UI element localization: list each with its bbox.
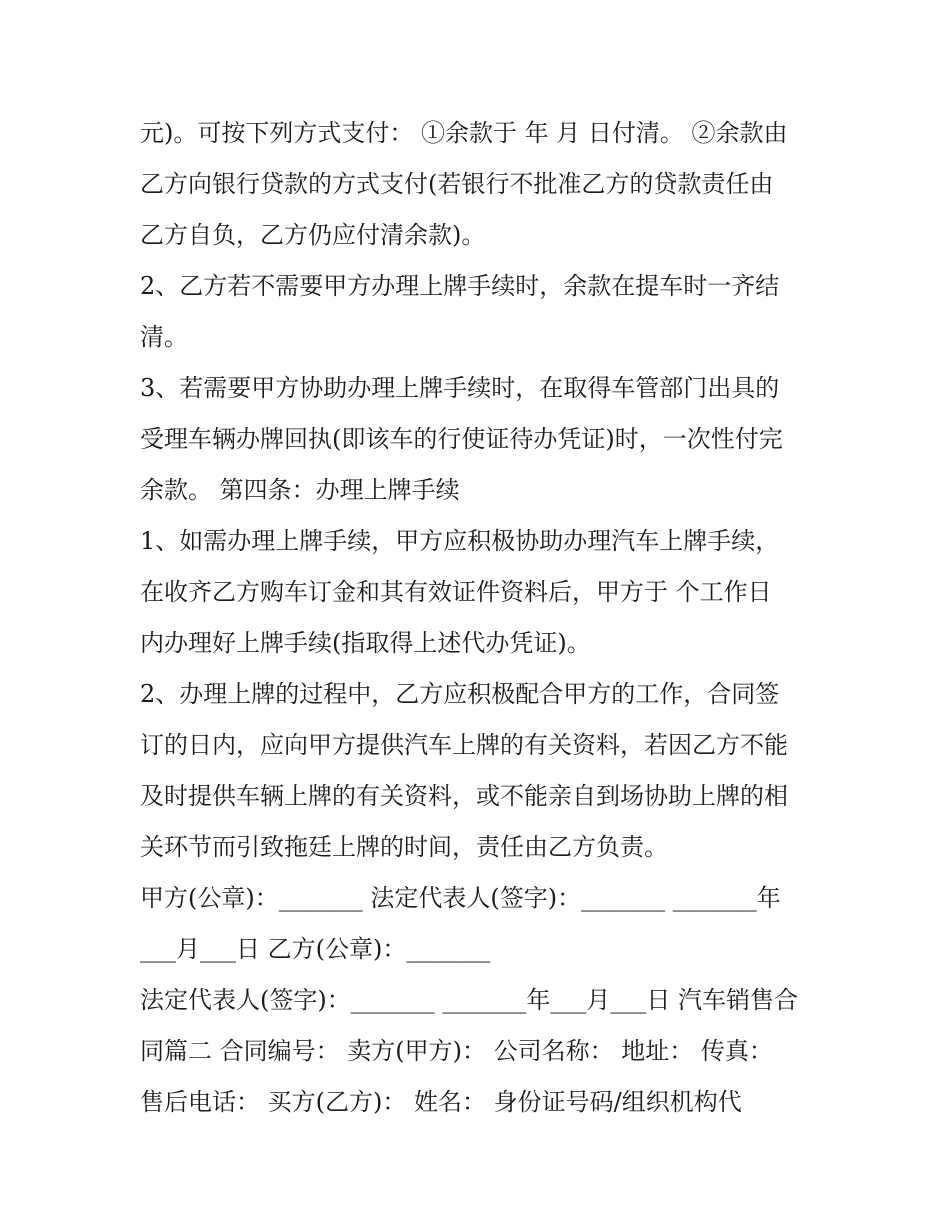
text-line: 订的日内，应向甲方提供汽车上牌的有关资料，若因乙方不能	[140, 731, 788, 759]
text-line: 受理车辆办牌回执(即该车的行使证待办凭证)时，一次性付完	[140, 425, 783, 453]
text-line: 同篇二 合同编号： 卖方(甲方)： 公司名称： 地址： 传真：	[140, 1037, 773, 1065]
text-line: 1、如需办理上牌手续，甲方应积极协助办理汽车上牌手续，	[140, 527, 780, 555]
text-line: 及时提供车辆上牌的有关资料，或不能亲自到场协助上牌的相	[140, 782, 788, 810]
text-line: 清。	[140, 323, 188, 351]
text-line: 甲方(公章)：_______ 法定代表人(签字)：_______ _______年	[140, 884, 781, 912]
text-line: 关环节而引致拖廷上牌的时间，责任由乙方负责。	[140, 833, 668, 861]
text-line: 余款。 第四条：办理上牌手续	[140, 476, 460, 504]
text-line: ___月___日 乙方(公章)：_______	[140, 935, 491, 963]
text-line: 内办理好上牌手续(指取得上述代办凭证)。	[140, 629, 591, 657]
document-body	[140, 108, 820, 1128]
text-line: 3、若需要甲方协助办理上牌手续时，在取得车管部门出具的	[140, 374, 780, 402]
text-line: 2、办理上牌的过程中，乙方应积极配合甲方的工作，合同签	[140, 680, 780, 708]
text-line: 在收齐乙方购车订金和其有效证件资料后，甲方于 个工作日	[140, 578, 772, 606]
text-line: 2、乙方若不需要甲方办理上牌手续时，余款在提车时一齐结	[140, 272, 780, 300]
text-line: 乙方自负，乙方仍应付清余款)。	[140, 221, 486, 249]
text-line: 元)。可按下列方式支付： ①余款于 年 月 日付清。 ②余款由	[140, 119, 788, 147]
text-line: 售后电话： 买方(乙方)： 姓名： 身份证号码/组织机构代	[140, 1088, 742, 1116]
text-line: 乙方向银行贷款的方式支付(若银行不批准乙方的贷款责任由	[140, 170, 774, 198]
text-line: 法定代表人(签字)：_______ _______年___月___日 汽车销售合	[140, 986, 798, 1014]
